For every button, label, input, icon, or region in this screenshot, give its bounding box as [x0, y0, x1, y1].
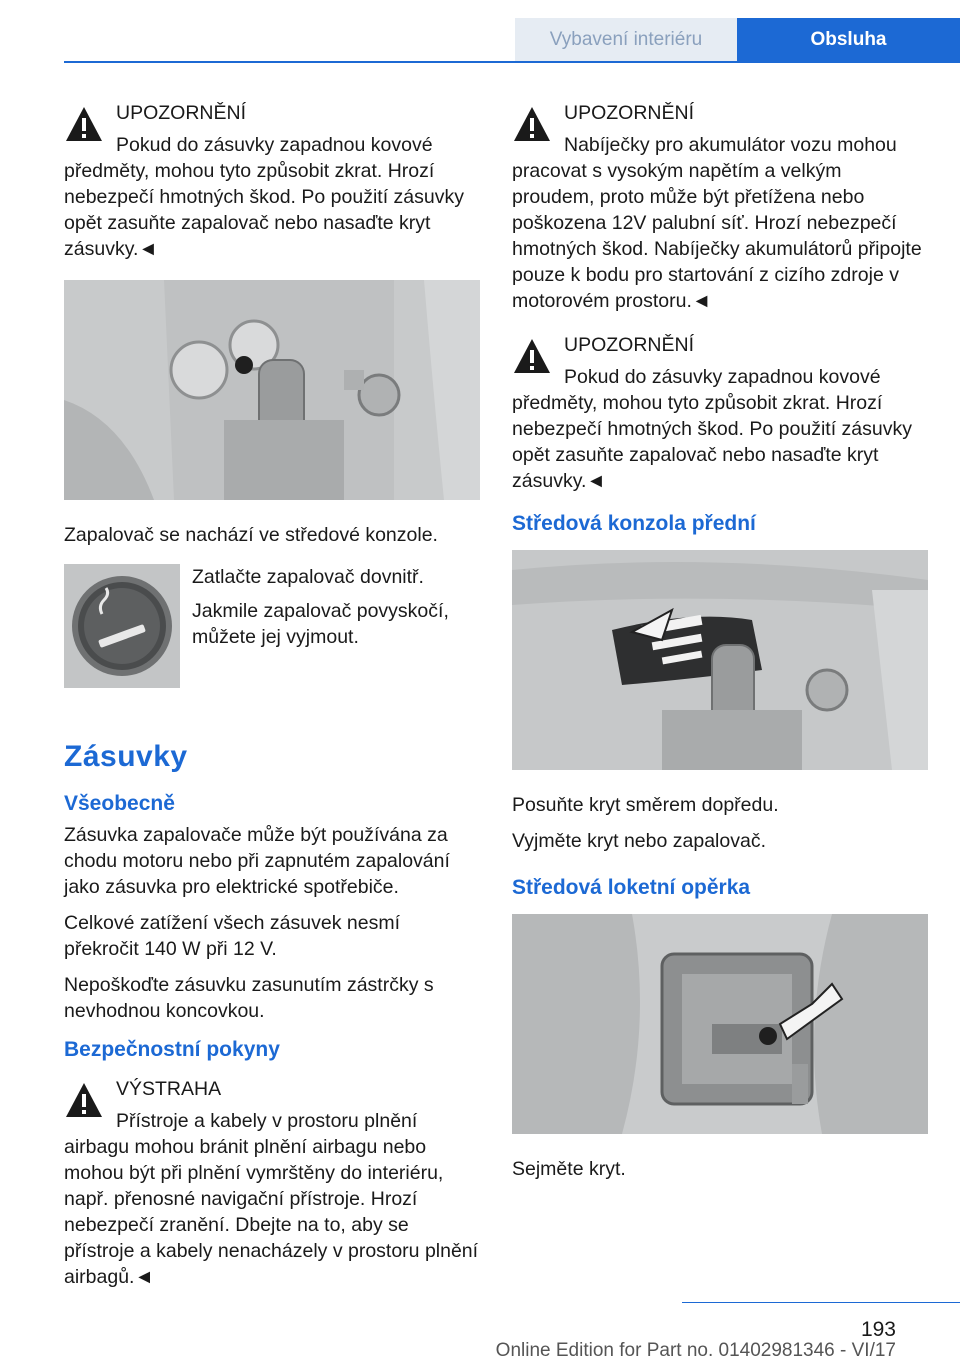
warning-triangle-icon [512, 104, 552, 144]
section-title: Zásuvky [64, 740, 188, 773]
header-section-title: Vybavení interiéru [515, 18, 737, 62]
warning-text: Pokud do zásuvky zapadnou kovové předměty, mohou tyto způsobit zkrat. Hrozí nebezpečí hmotných škod. Po použití zásuvky opět zasuňte zapalovač nebo nasaďte kryt zásuvky.◄ [512, 366, 912, 492]
warning-triangle-icon [64, 104, 104, 144]
general-paragraph-3: Nepoškoďte zásuvku zasunutím zástrčky s nevhodnou koncovkou. [64, 974, 434, 1022]
page-header [515, 18, 960, 62]
front-console-photo [512, 550, 928, 770]
armrest-heading: Středová loketní opěrka [512, 876, 751, 899]
footer-rule [682, 1302, 960, 1303]
photo-caption: Zapalovač se nachází ve středové konzole. [64, 524, 438, 546]
cigarette-lighter-image [64, 564, 180, 688]
warning-text: Nabíječky pro akumulátor vozu mohou pracovat s vysokým napětím a velkým proudem, proto může být přetížena nebo poškozena 12V palubní síť. Hrozí nebezpečí hmotných škod. Nabíječky akumulátorů připojte pouze k bodu pro startování z cizího zdroje v motorovém prostoru.◄ [512, 134, 922, 312]
edition-footer: Online Edition for Part no. 01402981346 - VI/17 [495, 1340, 896, 1361]
center-console-photo [64, 280, 480, 500]
right-column [512, 100, 928, 1192]
warning-triangle-icon [512, 336, 552, 376]
general-paragraph-2: Celkové zatížení všech zásuvek nesmí překročit 140 W při 12 V. [64, 912, 400, 960]
warning-box [64, 1076, 480, 1290]
warning-box [64, 100, 480, 262]
warning-title: VÝSTRAHA [116, 1078, 222, 1100]
front-console-step-2: Vyjměte kryt nebo zapalovač. [512, 830, 766, 852]
warning-text: Přístroje a kabely v prostoru plnění airbagu mohou bránit plnění airbagu nebo mohou být při plnění vymrštěny do interiéru, např. přenosné navigační přístroje. Hrozí nebezpečí zranění. Dbejte na to, aby se přístroje a kabely nenacházely v prostoru plnění airbagů.◄ [64, 1110, 479, 1288]
warning-text: Pokud do zásuvky zapadnou kovové předměty, mohou tyto způsobit zkrat. Hrozí nebezpečí hmotných škod. Po použití zásuvky opět zasuňte zapalovač nebo nasaďte kryt zásuvky.◄ [64, 134, 464, 260]
header-rule [64, 61, 960, 63]
instruction-remove: Jakmile zapalovač povyskočí, můžete jej vyjmout. [192, 600, 449, 648]
warning-title: UPOZORNĚNÍ [564, 334, 695, 356]
instruction-push: Zatlačte zapalovač dovnitř. [192, 566, 424, 588]
page-number: 193 [860, 1318, 896, 1341]
armrest-step-1: Sejměte kryt. [512, 1158, 626, 1180]
left-column [64, 100, 480, 1308]
warning-triangle-icon [64, 1080, 104, 1120]
safety-heading: Bezpečnostní pokyny [64, 1038, 280, 1061]
header-chapter-title: Obsluha [737, 18, 960, 62]
general-paragraph-1: Zásuvka zapalovače může být používána za chodu motoru nebo při zapnutém zapalování jako zásuvka pro elektrické spotřebiče. [64, 824, 450, 898]
armrest-photo [512, 914, 928, 1134]
front-console-step-1: Posuňte kryt směrem dopředu. [512, 794, 779, 816]
front-console-heading: Středová konzola přední [512, 512, 756, 535]
warning-title: UPOZORNĚNÍ [116, 102, 247, 124]
general-heading: Všeobecně [64, 792, 175, 815]
lighter-instruction [64, 564, 480, 688]
warning-box [512, 100, 928, 314]
lighter-instruction-text [192, 564, 480, 688]
warning-title: UPOZORNĚNÍ [564, 102, 695, 124]
warning-box [512, 332, 928, 494]
